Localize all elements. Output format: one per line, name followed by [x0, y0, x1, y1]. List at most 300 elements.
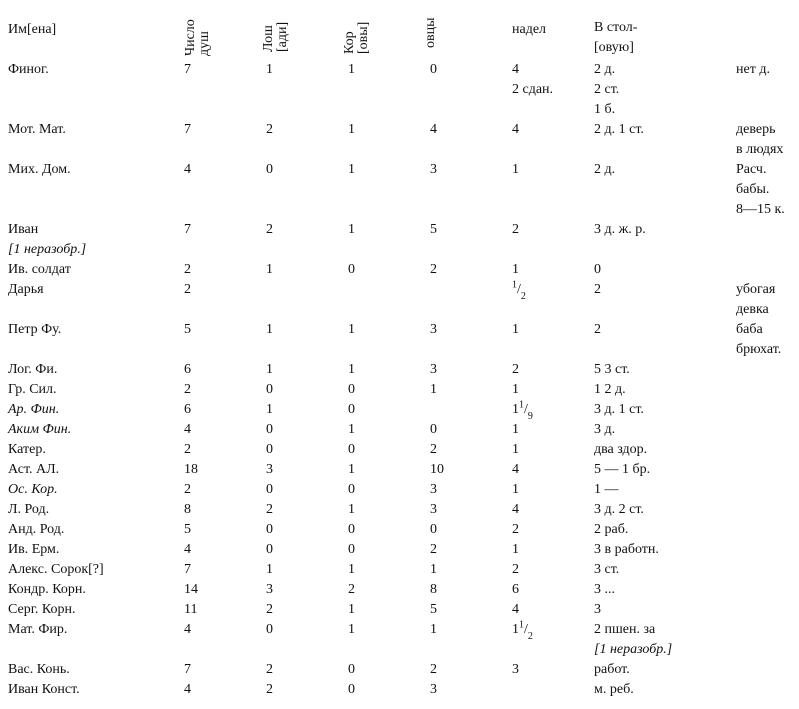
header-board-line2: [овую] — [594, 40, 634, 55]
cell-allot — [512, 400, 533, 420]
cell-cows — [348, 400, 355, 420]
header-allotment: надел — [512, 22, 547, 37]
cell-horses-line: 0 — [266, 522, 273, 537]
cell-allot — [512, 520, 519, 540]
cell-souls — [184, 560, 191, 580]
cell-cows-line: 0 — [348, 442, 355, 457]
cell-sheep — [430, 220, 437, 240]
cell-horses — [266, 380, 273, 400]
cell-allot — [512, 120, 519, 140]
cell-cows-line: 1 — [348, 162, 355, 177]
cell-souls-line: 6 — [184, 402, 191, 417]
cell-sheep-line: 8 — [430, 582, 437, 597]
cell-sheep-line: 2 — [430, 262, 437, 277]
header-horses-line1: Лош — [261, 25, 276, 52]
cell-horses-line: 2 — [266, 502, 273, 517]
cell-allot-line: 1 — [512, 382, 519, 397]
cell-souls-line: 7 — [184, 562, 191, 577]
cell-horses — [266, 680, 273, 700]
fraction-denominator: 9 — [527, 410, 533, 422]
cell-board — [594, 120, 644, 140]
cell-board-line: 3 д. ж. р. — [594, 222, 646, 237]
cell-sheep — [430, 480, 437, 500]
header-souls-line1: Число — [183, 19, 198, 56]
cell-allot — [512, 560, 519, 580]
cell-horses — [266, 460, 273, 480]
cell-sheep — [430, 360, 437, 380]
cell-board-line: 2 пшен. за — [594, 622, 656, 637]
cell-cows-line: 1 — [348, 322, 355, 337]
cell-allot — [512, 600, 519, 620]
cell-cows-line: 0 — [348, 522, 355, 537]
cell-cows-line: 0 — [348, 542, 355, 557]
cell-souls — [184, 440, 191, 460]
cell-note-line: брюхат. — [736, 342, 782, 357]
cell-board — [594, 420, 615, 440]
cell-name-line: Ос. Кор. — [8, 482, 58, 497]
cell-note-line: деверь — [736, 122, 776, 137]
header-souls-line2: душ — [197, 31, 212, 56]
header-horses — [262, 8, 290, 52]
cell-name — [8, 520, 64, 540]
cell-cows — [348, 480, 355, 500]
cell-name — [8, 600, 76, 620]
cell-souls-line: 2 — [184, 262, 191, 277]
cell-cows — [348, 440, 355, 460]
cell-board — [594, 480, 619, 500]
cell-board-line: 2 д. 1 ст. — [594, 122, 644, 137]
cell-sheep — [430, 120, 437, 140]
cell-name-line: Ар. Фин. — [8, 402, 60, 417]
cell-name — [8, 460, 59, 480]
cell-note-line: 8—15 к. — [736, 202, 785, 217]
cell-souls — [184, 280, 191, 300]
cell-allot — [512, 580, 519, 600]
cell-cows-line: 1 — [348, 62, 355, 77]
cell-horses — [266, 120, 273, 140]
cell-board-line: 1 2 д. — [594, 382, 626, 397]
cell-note — [736, 60, 770, 80]
cell-horses-line: 0 — [266, 622, 273, 637]
cell-board — [594, 540, 659, 560]
cell-board-line: 5 3 ст. — [594, 362, 630, 377]
cell-sheep-line: 5 — [430, 222, 437, 237]
cell-name — [8, 440, 46, 460]
cell-allot — [512, 220, 519, 240]
header-names: Им[ена] — [8, 22, 57, 37]
cell-horses — [266, 580, 273, 600]
cell-sheep-line: 3 — [430, 482, 437, 497]
cell-cows — [348, 620, 355, 640]
cell-allot-line: 1 — [512, 162, 519, 177]
cell-horses-line: 0 — [266, 442, 273, 457]
cell-cows-line: 0 — [348, 402, 355, 417]
cell-board — [594, 660, 630, 680]
cell-note-line: баба — [736, 322, 763, 337]
cell-board-line: 3 д. 2 ст. — [594, 502, 644, 517]
cell-board — [594, 580, 615, 600]
cell-name-line: Ив. солдат — [8, 262, 71, 277]
cell-allot — [512, 420, 519, 440]
cell-name — [8, 280, 44, 300]
cell-cows — [348, 160, 355, 180]
cell-souls — [184, 420, 191, 440]
cell-souls — [184, 120, 191, 140]
cell-board — [594, 360, 630, 380]
cell-name — [8, 660, 70, 680]
fraction-numerator: 1 — [512, 279, 517, 291]
cell-cows — [348, 220, 355, 240]
header-cows — [343, 8, 371, 54]
cell-board-line: 1 б. — [594, 102, 616, 117]
cell-horses — [266, 440, 273, 460]
cell-board-line: 3 в работн. — [594, 542, 659, 557]
cell-allot — [512, 540, 519, 560]
fraction-slash: / — [524, 622, 528, 637]
cell-name — [8, 680, 80, 700]
cell-sheep-line: 2 — [430, 442, 437, 457]
cell-cows — [348, 260, 355, 280]
fraction-numerator: 1 — [519, 399, 524, 411]
cell-board-line: 5 — 1 бр. — [594, 462, 651, 477]
cell-cows-line: 1 — [348, 362, 355, 377]
cell-name — [8, 540, 59, 560]
cell-allot — [512, 360, 519, 380]
cell-cows-line: 0 — [348, 262, 355, 277]
cell-souls-line: 4 — [184, 422, 191, 437]
cell-board — [594, 520, 628, 540]
cell-horses — [266, 560, 273, 580]
cell-name — [8, 60, 49, 80]
cell-board — [594, 380, 626, 400]
cell-horses — [266, 480, 273, 500]
cell-souls-line: 14 — [184, 582, 198, 597]
cell-allot-line: 2 — [512, 222, 519, 237]
cell-cows-line: 1 — [348, 602, 355, 617]
cell-name — [8, 620, 67, 640]
cell-note-line: Расч. — [736, 162, 767, 177]
cell-name-line: Катер. — [8, 442, 46, 457]
cell-board-line: 3 ст. — [594, 562, 620, 577]
cell-board — [594, 680, 634, 700]
cell-souls — [184, 460, 198, 480]
cell-souls — [184, 600, 197, 620]
cell-allot-line: 4 — [512, 62, 519, 77]
cell-board — [594, 320, 601, 340]
cell-board — [594, 160, 615, 180]
cell-souls-line: 7 — [184, 222, 191, 237]
cell-allot-line: 2 — [512, 362, 519, 377]
cell-cows — [348, 500, 355, 520]
cell-sheep — [430, 680, 437, 700]
cell-souls — [184, 540, 191, 560]
cell-horses-line: 0 — [266, 382, 273, 397]
cell-allot-line: 3 — [512, 662, 519, 677]
cell-board-line: 3 — [594, 602, 601, 617]
cell-cows-line: 2 — [348, 582, 355, 597]
cell-board — [594, 560, 619, 580]
cell-souls — [184, 380, 191, 400]
cell-horses — [266, 260, 273, 280]
cell-souls-line: 5 — [184, 322, 191, 337]
cell-name — [8, 420, 71, 440]
cell-name-line: Серг. Корн. — [8, 602, 76, 617]
cell-allot-line: 1 — [512, 422, 519, 437]
cell-souls — [184, 360, 191, 380]
cell-cows-line: 0 — [348, 482, 355, 497]
header-board-line1: В стол- — [594, 20, 638, 35]
cell-souls-line: 6 — [184, 362, 191, 377]
cell-horses — [266, 500, 273, 520]
cell-horses — [266, 160, 273, 180]
cell-sheep-line: 0 — [430, 62, 437, 77]
cell-board-line: м. реб. — [594, 682, 634, 697]
cell-board-line: 2 — [594, 322, 601, 337]
cell-cows-line: 0 — [348, 382, 355, 397]
cell-sheep — [430, 620, 437, 640]
cell-board — [594, 60, 619, 120]
cell-cows — [348, 540, 355, 560]
cell-name-line: Лог. Фи. — [8, 362, 58, 377]
cell-allot — [512, 500, 519, 520]
cell-souls — [184, 160, 191, 180]
cell-sheep-line: 3 — [430, 682, 437, 697]
cell-souls-line: 2 — [184, 482, 191, 497]
cell-sheep — [430, 660, 437, 680]
cell-souls-line: 2 — [184, 442, 191, 457]
cell-name-line: Петр Фу. — [8, 322, 62, 337]
fraction-denominator: 2 — [527, 630, 533, 642]
cell-sheep — [430, 260, 437, 280]
cell-note-line: нет д. — [736, 62, 770, 77]
cell-cows — [348, 660, 355, 680]
cell-sheep — [430, 60, 437, 80]
cell-souls-line: 2 — [184, 282, 191, 297]
cell-name-line: Ив. Ерм. — [8, 542, 60, 557]
fraction-whole: 1 — [512, 622, 519, 637]
cell-sheep-line: 3 — [430, 162, 437, 177]
cell-horses-line: 1 — [266, 62, 273, 77]
cell-souls-line: 7 — [184, 62, 191, 77]
cell-name-line: Алекс. Сорок[?] — [8, 562, 104, 577]
cell-sheep-line: 3 — [430, 362, 437, 377]
cell-sheep-line: 5 — [430, 602, 437, 617]
cell-souls — [184, 60, 191, 80]
cell-board-line: 2 д. — [594, 62, 616, 77]
cell-souls — [184, 620, 191, 640]
cell-horses-line: 0 — [266, 162, 273, 177]
cell-horses — [266, 220, 273, 240]
cell-name-line: Аст. АЛ. — [8, 462, 60, 477]
cell-board — [594, 600, 601, 620]
cell-allot-line: 1 — [512, 482, 519, 497]
cell-cows-line: 1 — [348, 562, 355, 577]
cell-sheep-line: 2 — [430, 542, 437, 557]
cell-allot — [512, 260, 519, 280]
cell-sheep — [430, 580, 437, 600]
header-sheep — [424, 8, 438, 48]
fraction-whole: 1 — [512, 402, 519, 417]
cell-cows-line: 0 — [348, 662, 355, 677]
cell-souls-line: 11 — [184, 602, 198, 617]
cell-horses-line: 2 — [266, 602, 273, 617]
cell-cows — [348, 460, 355, 480]
cell-cows-line: 1 — [348, 222, 355, 237]
cell-cows — [348, 420, 355, 440]
cell-note-line: бабы. — [736, 182, 770, 197]
cell-horses — [266, 420, 273, 440]
cell-board — [594, 440, 647, 460]
fraction-slash: / — [517, 282, 521, 297]
cell-name-line: Финог. — [8, 62, 49, 77]
cell-horses-line: 1 — [266, 322, 273, 337]
cell-board-line: два здор. — [594, 442, 648, 457]
cell-board — [594, 280, 601, 300]
cell-horses-line: 1 — [266, 262, 273, 277]
cell-horses — [266, 620, 273, 640]
cell-cows — [348, 680, 355, 700]
cell-horses-line: 0 — [266, 482, 273, 497]
cell-cows — [348, 560, 355, 580]
cell-horses — [266, 540, 273, 560]
cell-name-line: Дарья — [8, 282, 44, 297]
cell-souls-line: 8 — [184, 502, 191, 517]
cell-horses — [266, 520, 273, 540]
cell-board — [594, 460, 650, 480]
cell-board-line: 3 ... — [594, 582, 615, 597]
cell-horses-line: 2 — [266, 122, 273, 137]
cell-allot-line: 2 сдан. — [512, 82, 554, 97]
cell-name-line: Л. Род. — [8, 502, 50, 517]
cell-note — [736, 280, 775, 320]
cell-allot-line: 6 — [512, 582, 519, 597]
cell-note — [736, 320, 781, 360]
cell-note-line: в людях — [736, 142, 784, 157]
cell-souls — [184, 500, 191, 520]
cell-souls — [184, 480, 191, 500]
header-board — [594, 18, 637, 58]
cell-sheep-line: 1 — [430, 622, 437, 637]
cell-name — [8, 580, 86, 600]
cell-souls-line: 7 — [184, 122, 191, 137]
cell-sheep-line: 4 — [430, 122, 437, 137]
cell-allot — [512, 660, 519, 680]
cell-cows — [348, 120, 355, 140]
cell-name-line: Гр. Сил. — [8, 382, 57, 397]
cell-sheep — [430, 320, 437, 340]
fraction-numerator: 1 — [519, 619, 524, 631]
cell-sheep — [430, 460, 444, 480]
cell-name — [8, 320, 61, 340]
cell-board-line: работ. — [594, 662, 630, 677]
cell-allot — [512, 480, 519, 500]
cell-horses-line: 0 — [266, 422, 273, 437]
cell-name — [8, 480, 58, 500]
cell-name — [8, 220, 86, 260]
cell-cows-line: 1 — [348, 462, 355, 477]
cell-sheep-line: 3 — [430, 502, 437, 517]
cell-allot-line: 4 — [512, 602, 519, 617]
cell-note-line: убогая — [736, 282, 776, 297]
cell-name-line: Вас. Конь. — [8, 662, 70, 677]
cell-cows — [348, 60, 355, 80]
cell-name — [8, 360, 57, 380]
cell-souls-line: 18 — [184, 462, 198, 477]
cell-cows-line: 1 — [348, 422, 355, 437]
cell-sheep — [430, 560, 437, 580]
cell-souls — [184, 660, 191, 680]
fraction-denominator: 2 — [520, 290, 526, 302]
cell-sheep — [430, 520, 437, 540]
cell-cows — [348, 380, 355, 400]
cell-sheep — [430, 500, 437, 520]
cell-name-line: [1 неразобр.] — [8, 242, 87, 257]
cell-sheep-line: 3 — [430, 322, 437, 337]
cell-sheep — [430, 540, 437, 560]
cell-board — [594, 500, 644, 520]
cell-allot — [512, 380, 519, 400]
cell-horses-line: 1 — [266, 362, 273, 377]
cell-horses-line: 1 — [266, 402, 273, 417]
cell-cows — [348, 320, 355, 340]
header-sheep-line1: овцы — [423, 17, 438, 48]
cell-allot-line: 2 — [512, 562, 519, 577]
cell-horses-line: 2 — [266, 662, 273, 677]
cell-board-line: 3 д. 1 ст. — [594, 402, 644, 417]
cell-horses — [266, 320, 273, 340]
cell-cows — [348, 520, 355, 540]
cell-board — [594, 260, 601, 280]
cell-sheep — [430, 160, 437, 180]
cell-allot — [512, 280, 526, 300]
cell-cows-line: 1 — [348, 122, 355, 137]
cell-allot-line: 1 — [512, 542, 519, 557]
cell-horses — [266, 660, 273, 680]
cell-name-line: Иван — [8, 222, 39, 237]
cell-souls-line: 4 — [184, 542, 191, 557]
cell-allot-line: 1 — [512, 262, 519, 277]
cell-cows-line: 0 — [348, 682, 355, 697]
cell-souls — [184, 220, 191, 240]
cell-sheep-line: 10 — [430, 462, 444, 477]
cell-horses-line: 3 — [266, 462, 273, 477]
cell-sheep-line: 1 — [430, 382, 437, 397]
cell-allot — [512, 620, 533, 640]
cell-name-line: Анд. Род. — [8, 522, 65, 537]
cell-sheep — [430, 440, 437, 460]
header-cows-line2: [овы] — [356, 21, 371, 54]
cell-name-line: Иван Конст. — [8, 682, 80, 697]
cell-horses-line: 2 — [266, 682, 273, 697]
cell-horses — [266, 600, 273, 620]
cell-name-line: Мот. Мат. — [8, 122, 66, 137]
cell-souls — [184, 520, 191, 540]
cell-sheep — [430, 420, 437, 440]
cell-horses-line: 2 — [266, 222, 273, 237]
cell-name — [8, 500, 49, 520]
cell-name-line: Аким Фин. — [8, 422, 72, 437]
header-horses-line2: [ади] — [275, 21, 290, 52]
cell-souls — [184, 400, 191, 420]
cell-allot-line: 4 — [512, 462, 519, 477]
cell-board-line: 3 д. — [594, 422, 616, 437]
cell-allot — [512, 460, 519, 480]
cell-name — [8, 380, 57, 400]
cell-board-line: 2 д. — [594, 162, 616, 177]
cell-souls-line: 4 — [184, 682, 191, 697]
cell-cows — [348, 580, 355, 600]
header-souls — [184, 6, 212, 56]
